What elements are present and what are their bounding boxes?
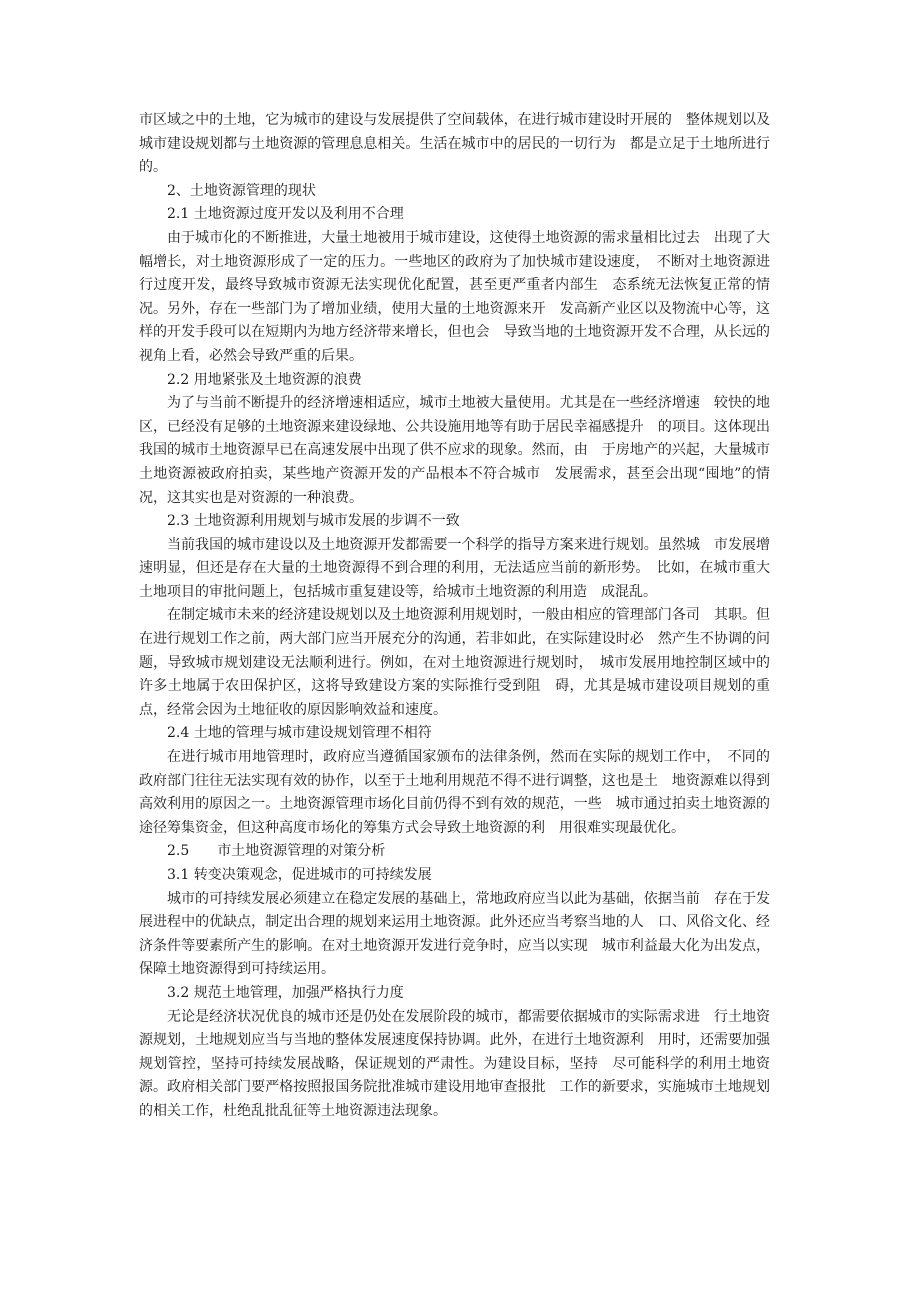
section-heading-2: 2、土地资源管理的现状 bbox=[167, 182, 316, 199]
subsection-heading-2-3: 2.3 土地资源利用规划与城市发展的步调不一致 bbox=[167, 513, 460, 530]
subsection-heading-2-5: 2.5 市土地资源管理的对策分析 bbox=[167, 843, 386, 860]
subsection-heading-2-2: 2.2 用地紧张及土地资源的浪费 bbox=[167, 371, 362, 388]
subsection-heading-3-2: 3.2 规范土地管理，加强严格执行力度 bbox=[167, 984, 404, 1001]
subsection-heading-2-4: 2.4 土地的管理与城市建设规划管理不相符 bbox=[167, 725, 432, 742]
paragraph-0: 市区域之中的土地，它为城市的建设与发展提供了空间载体，在进行城市建设时开展的 整体规划以及城市建设规划都与土地资源的管理息息相关。生活在城市中的居民的一切行为 都是立足于土地所进行的。 bbox=[139, 112, 770, 176]
paragraph-2-1: 由于城市化的不断推进，大量土地被用于城市建设，这使得土地资源的需求量相比过去 出现了大幅增长，对土地资源形成了一定的压力。一些地区的政府为了加快城市建设速度， 不断对土地资源进行过度开发，最终导致城市资源无法实现优化配置，甚至更严重者内部生 态系统无法恢复正常的情况。另外，存在一些部门为了增加业绩，使用大量的土地资源来开 发高新产业区以及物流中心等，这样的开发手段可以在短期内为地方经济带来增长，但也会 导致当地的土地资源开发不合理，从长远的视角上看，必然会导致严重的后果。 bbox=[139, 229, 770, 364]
paragraph-3-1: 城市的可持续发展必须建立在稳定发展的基础上，常地政府应当以此为基础，依据当前 存在于发展进程中的优缺点，制定出合理的规划来运用土地资源。此外还应当考察当地的人 口、风俗文化、经济条件等要素所产生的影响。在对土地资源开发进行竞争时，应当以实现 城市利益最大化为出发点，保障土地资源得到可持续运用。 bbox=[139, 890, 770, 978]
paragraph-2-3-b: 在制定城市未来的经济建设规划以及土地资源利用规划时，一般由相应的管理部门各司 其职。但在进行规划工作之前，两大部门应当开展充分的沟通，若非如此，在实际建设时必 然产生不协调的问题，导致城市规划建设无法顺利进行。例如，在对土地资源进行规划时， 城市发展用地控制区域中的许多土地属于农田保护区，这将导致建设方案的实际推行受到阻 碍，尤其是城市建设项目规划的重点，经常会因为土地征收的原因影响效益和速度。 bbox=[139, 607, 770, 718]
paragraph-2-3-a: 当前我国的城市建设以及土地资源开发都需要一个科学的指导方案来进行规划。虽然城 市发展增速明显，但还是存在大量的土地资源得不到合理的利用，无法适应当前的新形势。 比如，在城市重大土地项目的审批问题上，包括城市重复建设等，给城市土地资源的利用造 成混乱。 bbox=[139, 536, 770, 600]
paragraph-2-2: 为了与当前不断提升的经济增速相适应，城市土地被大量使用。尤其是在一些经济增速 较快的地区，已经没有足够的土地资源来建设绿地、公共设施用地等有助于居民幸福感提升 的项目。这体现出我国的城市土地资源早已在高速发展中出现了供不应求的现象。然而，由 于房地产的兴起，大量城市土地资源被政府拍卖，某些地产资源开发的产品根本不符合城市 发展需求，甚至会出现“囤地”的情况，这其实也是对资源的一种浪费。 bbox=[139, 395, 770, 506]
paragraph-3-2: 无论是经济状况优良的城市还是仍处在发展阶段的城市，都需要依据城市的实际需求进 行土地资源规划，土地规划应当与当地的整体发展速度保持协调。此外，在进行土地资源利 用时，还需要加强规划管控，坚持可持续发展战略，保证规划的严肃性。为建设目标，坚持 尽可能科学的利用土地资源。政府相关部门要严格按照报国务院批准城市建设用地审查报批 工作的新要求，实施城市土地规划的相关工作，杜绝乱批乱征等土地资源违法现象。 bbox=[139, 1008, 770, 1119]
paragraph-2-4: 在进行城市用地管理时，政府应当遵循国家颁布的法律条例，然而在实际的规划工作中， 不同的政府部门往往无法实现有效的协作，以至于土地利用规范不得不进行调整，这也是土 地资源难以得到高效利用的原因之一。土地资源管理市场化目前仍得不到有效的规范，一些 城市通过拍卖土地资源的途径筹集资金，但这种高度市场化的筹集方式会导致土地资源的利 用很难实现最优化。 bbox=[139, 749, 770, 836]
document-body bbox=[139, 109, 770, 1124]
subsection-heading-2-1: 2.1 土地资源过度开发以及利用不合理 bbox=[167, 206, 404, 223]
subsection-heading-3-1: 3.1 转变决策观念，促进城市的可持续发展 bbox=[167, 867, 432, 883]
